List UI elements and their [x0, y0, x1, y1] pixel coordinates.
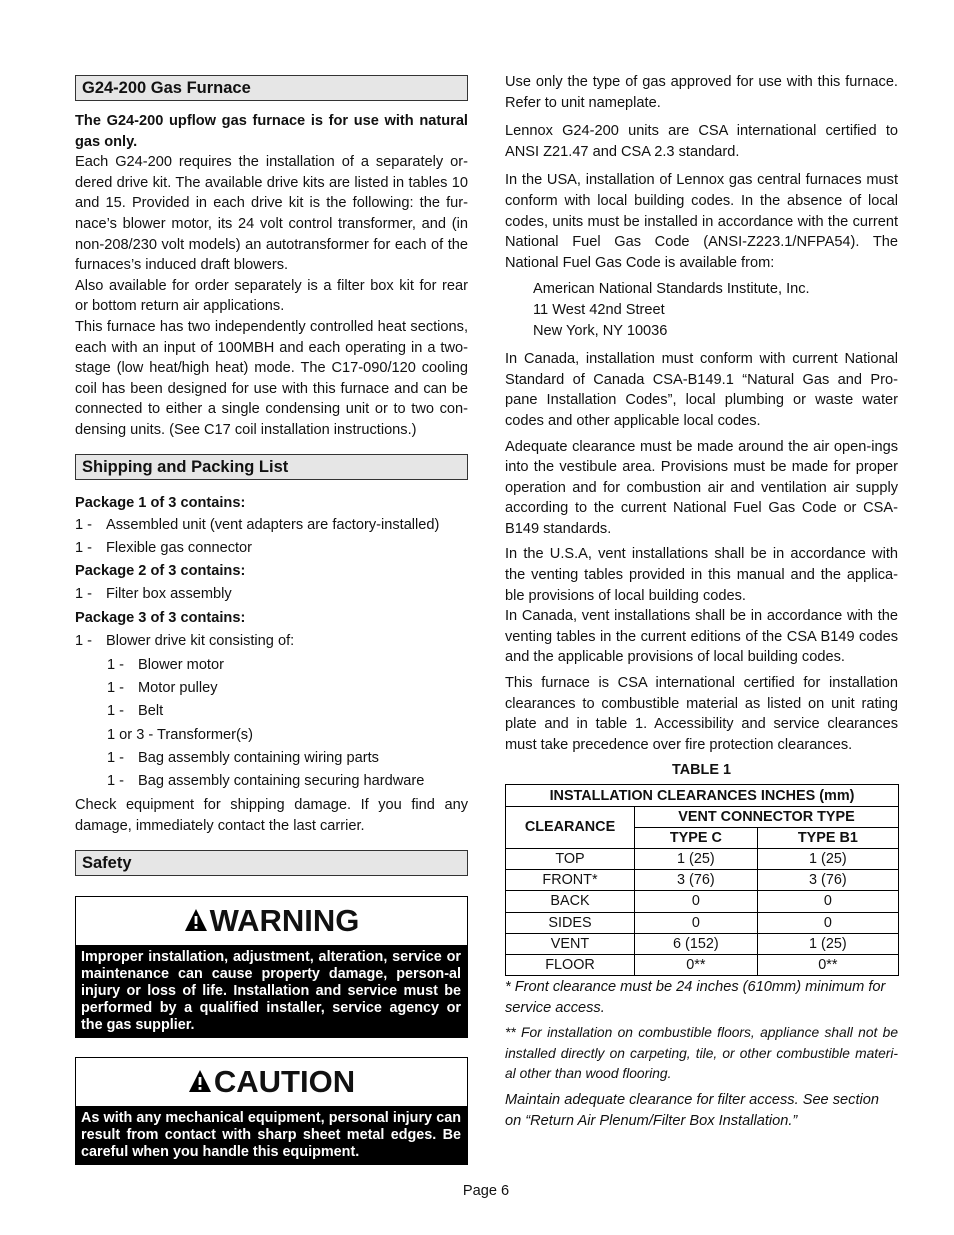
list-item: 1 - Belt — [107, 703, 164, 720]
furnace-paragraph-1: Each G24-200 requires the installation of a separately or-dered drive kit. The available drive kits are listed in tables 10 and 15. Provided in each drive kit is the following: the fur-nace’s blower motor, its 24 volt control transformer, and (in non-208/230 volt models) an autotransformer for each of the furnaces’s induced draft blowers. — [75, 154, 468, 274]
list-item: 1 - Blower drive kit consisting of: — [75, 633, 295, 650]
furnace-natural-gas-note: The G24-200 upflow gas furnace is for use with natural gas only. — [75, 113, 468, 150]
caution-triangle-icon — [188, 1059, 212, 1107]
column-header-type-c: TYPE C — [635, 827, 758, 848]
section-heading-safety: Safety — [75, 850, 468, 876]
furnace-paragraph-2: Also available for order separately is a filter box kit for rear or bottom return air applications. — [75, 277, 468, 315]
list-item: 1 - Flexible gas connector — [75, 539, 253, 556]
page-number: Page 6 — [462, 1183, 510, 1199]
usa-vent-paragraph: In the U.S.A, vent installations shall be in accordance with the venting tables provided in this manual and the applica-ble provisions of local building codes. — [505, 546, 898, 604]
filter-access-note: Maintain adequate clearance for filter access. See section on “Return Air Plenum/Filter Box Installation.” — [505, 1092, 879, 1129]
caution-header — [76, 1058, 467, 1106]
csa-certification-paragraph: Lennox G24-200 units are CSA international certified to ANSI Z21.47 and CSA 2.3 standard. — [505, 123, 898, 160]
table-row: VENT 6 (152) 1 (25) — [506, 933, 899, 954]
caution-text: As with any mechanical equipment, personal injury can result from contact with sharp sheet metal edges. Be careful when you handle this equipment. — [76, 1106, 467, 1164]
canada-installation-paragraph: In Canada, installation must conform with current National Standard of Canada CSA-B149.1 “Natural Gas and Pro-pane Installation Codes”, local plumbing or waste water codes and other applicable local codes. — [505, 351, 898, 429]
list-item: 1 - Motor pulley — [107, 679, 218, 696]
list-item: 1 - Assembled unit (vent adapters are factory-installed) — [75, 516, 440, 533]
table-caption: TABLE 1 — [672, 762, 731, 779]
package-2-title: Package 2 of 3 contains: — [75, 563, 246, 580]
left-column — [75, 72, 468, 1165]
check-damage-text: Check equipment for shipping damage. If you find any damage, immediately contact the last carrier. — [75, 797, 468, 835]
warning-box — [75, 896, 468, 1038]
clearance-table — [505, 784, 899, 976]
list-item: 1 - Filter box assembly — [75, 586, 232, 603]
address-line: American National Standards Institute, Inc. — [533, 281, 810, 298]
table-row: FRONT* 3 (76) 3 (76) — [506, 870, 899, 891]
caution-box — [75, 1057, 468, 1165]
list-item: 1 - Bag assembly containing securing hardware — [107, 773, 425, 790]
furnace-paragraph-3: This furnace has two independently controlled heat sections, each with an input of 100MBH and each operating in a two-stage (low heat/high heat) mode. The C17-090/120 cooling coil has been designed for use with this furnace and can be connected to either a single condensing unit or to two con-densing units. (See C17 coil installation instructions.) — [75, 318, 468, 438]
canada-vent-paragraph: In Canada, vent installations shall be in accordance with the venting tables in the current editions of the CSA B149 codes and the applicable provisions of local building codes. — [505, 608, 898, 666]
section-heading-shipping: Shipping and Packing List — [75, 454, 468, 480]
table-row: SIDES 0 0 — [506, 912, 899, 933]
warning-title: WARNING — [209, 902, 360, 938]
package-1-title: Package 1 of 3 contains: — [75, 494, 246, 511]
caution-title: CAUTION — [213, 1063, 356, 1099]
column-header-type-b1: TYPE B1 — [757, 827, 898, 848]
list-item: 1 - Blower motor — [107, 656, 224, 673]
clearance-paragraph: Adequate clearance must be made around the air open-ings into the vestibule area. Provisions must be made for proper operation and for combustion air and ventilation air supply according to the current National Fuel Gas Code or CSA-B149 standards. — [505, 438, 898, 537]
column-header-vent-type: VENT CONNECTOR TYPE — [635, 806, 899, 827]
ansi-address — [505, 279, 898, 341]
usa-installation-paragraph: In the USA, installation of Lennox gas central furnaces must conform with local building codes. In the absence of local codes, units must be installed in accordance with the current National Fuel Gas Code (ANSI-Z223.1/NFPA54). The National Fuel Gas Code is available from: — [505, 172, 898, 271]
column-header-clearance: CLEARANCE — [506, 806, 635, 848]
table-title: INSTALLATION CLEARANCES INCHES (mm) — [506, 785, 899, 806]
right-column — [505, 72, 898, 1131]
warning-text: Improper installation, adjustment, alteration, service or maintenance can cause property damage, person-al injury or loss of life. Installation and service must be performed by a qualified installer, service agency or the gas supplier. — [76, 945, 467, 1037]
list-item: 1 - Bag assembly containing wiring parts — [107, 749, 379, 766]
section-heading-furnace: G24-200 Gas Furnace — [75, 75, 468, 101]
front-clearance-note: * Front clearance must be 24 inches (610mm) minimum for service access. — [505, 979, 886, 1016]
package-3-sublist — [75, 654, 468, 794]
table-row: FLOOR 0** 0** — [506, 954, 899, 975]
csa-clearance-paragraph: This furnace is CSA international certified for installation clearances to combustible material as listed on unit rating plate and in table 1. Accessibility and service clearances must take precedence over fire protection clearances. — [505, 675, 898, 753]
table-row: BACK 0 0 — [506, 891, 899, 912]
table-row: TOP 1 (25) 1 (25) — [506, 848, 899, 869]
combustible-floor-note: ** For installation on combustible floors, appliance shall not be installed directly on carpeting, tile, or other combustible materi-al other than wood flooring. — [505, 1025, 898, 1082]
list-item: 1 or 3 - Transformer(s) — [107, 726, 253, 743]
warning-triangle-icon — [184, 898, 208, 946]
address-line: New York, NY 10036 — [533, 322, 668, 339]
package-1-list — [75, 514, 468, 561]
address-line: 11 West 42nd Street — [533, 301, 665, 318]
warning-header — [76, 897, 467, 945]
gas-type-paragraph: Use only the type of gas approved for use with this furnace. Refer to unit nameplate. — [505, 74, 898, 111]
package-3-title: Package 3 of 3 contains: — [75, 610, 246, 627]
